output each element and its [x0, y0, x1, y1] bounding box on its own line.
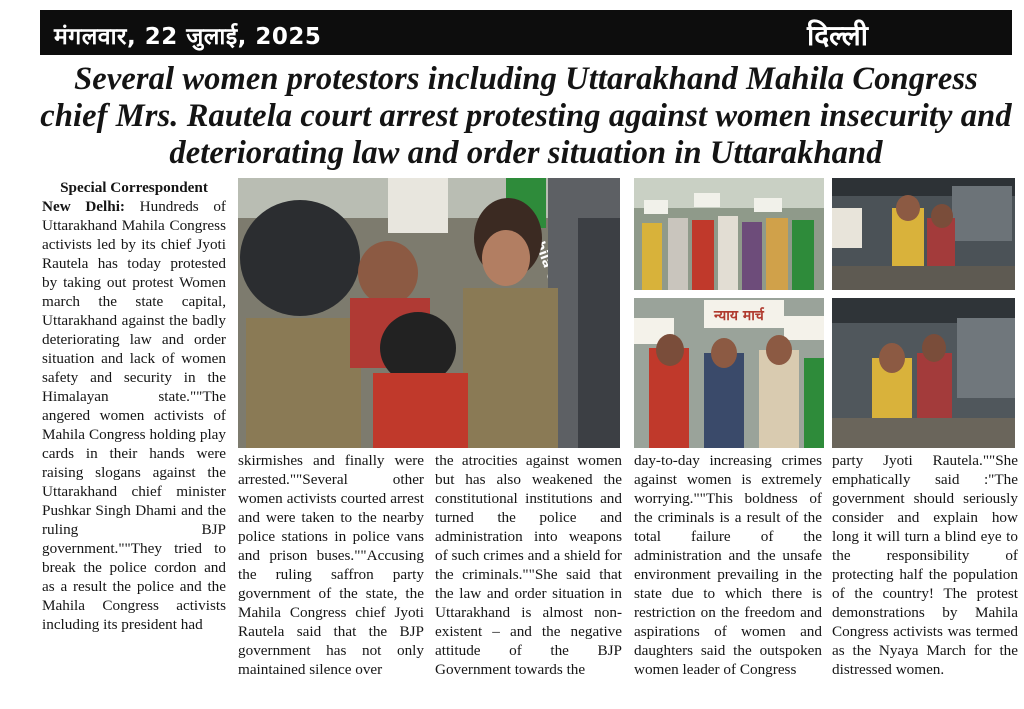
article-lead: [42, 197, 226, 634]
placard-text: न्याय मार्च: [714, 308, 764, 324]
masthead-bar: [40, 10, 1012, 55]
placard-march-image: [634, 178, 824, 290]
article-column-5: party Jyoti Rautela.""She emphatically said :"The government should seriously consider and explain how long it will turn a blind eye to the responsibility of protecting half the population of the country! The protest demonstrations by Mahila Congress activists was termed as the Nyaya March for the distressed women.: [832, 452, 1018, 678]
police-van-photo-2: [832, 298, 1015, 448]
police-van-photo-1: [832, 178, 1015, 290]
dateline: New Delhi:: [42, 198, 125, 215]
byline: Special Correspondent: [60, 179, 208, 196]
article-column-3: the atrocities against women but has also weakened the constitutional institutions and turned the police and administration into weapons of such crimes and a shield for the criminals.""She said that the law and order situation in Uttarakhand is almost non-existent – and the negative attitude of the BJP Government towards the: [435, 452, 622, 678]
article-column-2: skirmishes and finally were arrested.""Several other women activists courted arrest and were taken to the nearby police stations in police vans and prison buses.""Accusing the ruling saffron party government of the state, the Mahila Congress chief Jyoti Rautela said that the BJP government has not only maintained silence over: [238, 452, 424, 678]
nyaya-march-photo: [634, 298, 824, 448]
article-column-1: [42, 178, 226, 698]
edition-city: दिल्ली: [807, 19, 868, 52]
issue-date: मंगलवार, 22 जुलाई, 2025: [54, 24, 322, 50]
article-text-1: Hundreds of Uttarakhand Mahila Congress activists led by its chief Jyoti Rautela has today protested by taking out protest Women march the state capital, Uttarakhand against the badly deteriorating law and order situation and lack of women safety and security in the Himalayan state.""The angered women activists of Mahila Congress holding play cards in their hands were raising slogans against the Uttarakhand chief minister Pushkar Singh Dhami and the ruling BJP government.""They tried to break the police cordon and as a result the police and the Mahila Congress activists including its president had: [42, 198, 226, 633]
headline: Several women protestors including Uttarakhand Mahila Congress chief Mrs. Rautela court arrest protesting against women insecurity and deteriorating law and order situation in Uttarakhand: [40, 61, 1012, 171]
placard-march-photo: [634, 178, 824, 290]
article-column-4: day-to-day increasing crimes against women is extremely worrying.""This boldness of the criminals is a result of the total failure of the administration and the unsafe environment prevailing in the state due to which there is restriction on the freedom and aspirations of women and daughters said the outspoken women leader of Congress: [634, 452, 822, 678]
police-van-image-2: [832, 298, 1015, 448]
nyaya-march-image: [634, 298, 824, 448]
police-van-image-1: [832, 178, 1015, 290]
main-protest-photo: [238, 178, 620, 448]
main-photo-image: [238, 178, 620, 448]
